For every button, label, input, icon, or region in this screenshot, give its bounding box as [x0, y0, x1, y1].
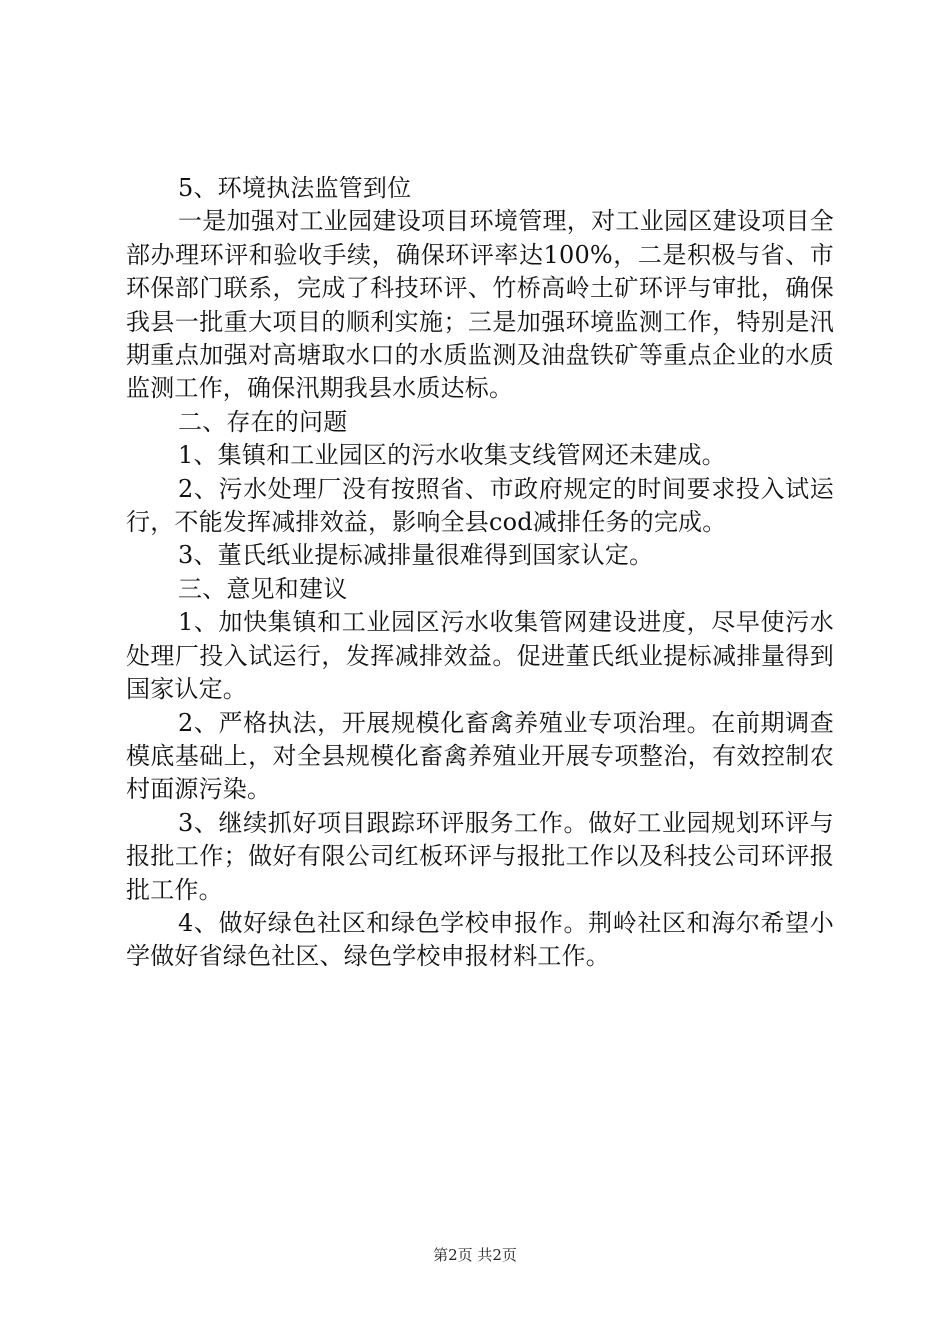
paragraph-suggestion-1: 1、加快集镇和工业园区污水收集管网建设进度，尽早使污水处理厂投入试运行，发挥减排效益。促进董氏纸业提标减排量得到国家认定。: [126, 608, 834, 704]
paragraph-suggestion-2: 2、严格执法，开展规模化畜禽养殖业专项治理。在前期调查模底基础上，对全县规模化畜禽养殖业开展专项整治，有效控制农村面源污染。: [126, 708, 834, 804]
paragraph-suggestion-3: 3、继续抓好项目跟踪环评服务工作。做好工业园规划环评与报批工作；做好有限公司红板环评与报批工作以及科技公司环评报批工作。: [126, 808, 834, 904]
document-body: [126, 172, 834, 974]
paragraph-suggestion-4: 4、做好绿色社区和绿色学校申报作。荆岭社区和海尔希望小学做好省绿色社区、绿色学校申报材料工作。: [126, 908, 834, 971]
section-heading-suggestions: 三、意见和建议: [178, 574, 348, 603]
section-heading-enforcement: 5、环境执法监管到位: [178, 174, 412, 202]
paragraph-problem-1: 1、集镇和工业园区的污水收集支线管网还未建成。: [178, 441, 726, 470]
paragraph-problem-3: 3、董氏纸业提标减排量很难得到国家认定。: [178, 541, 654, 570]
paragraph-problem-2: 2、污水处理厂没有按照省、市政府规定的时间要求投入试运行，不能发挥减排效益，影响全县cod减排任务的完成。: [126, 474, 834, 537]
paragraph-enforcement-details: 一是加强对工业园建设项目环境管理，对工业园区建设项目全部办理环评和验收手续，确保环评率达100%，二是积极与省、市环保部门联系，完成了科技环评、竹桥高岭土矿环评与审批，确保我县一批重大项目的顺利实施；三是加强环境监测工作，特别是汛期重点加强对高塘取水口的水质监测及油盘铁矿等重点企业的水质监测工作，确保汛期我县水质达标。: [126, 207, 834, 403]
section-heading-problems: 二、存在的问题: [178, 407, 348, 436]
page-number-footer: 第2页 共2页: [433, 1246, 517, 1264]
